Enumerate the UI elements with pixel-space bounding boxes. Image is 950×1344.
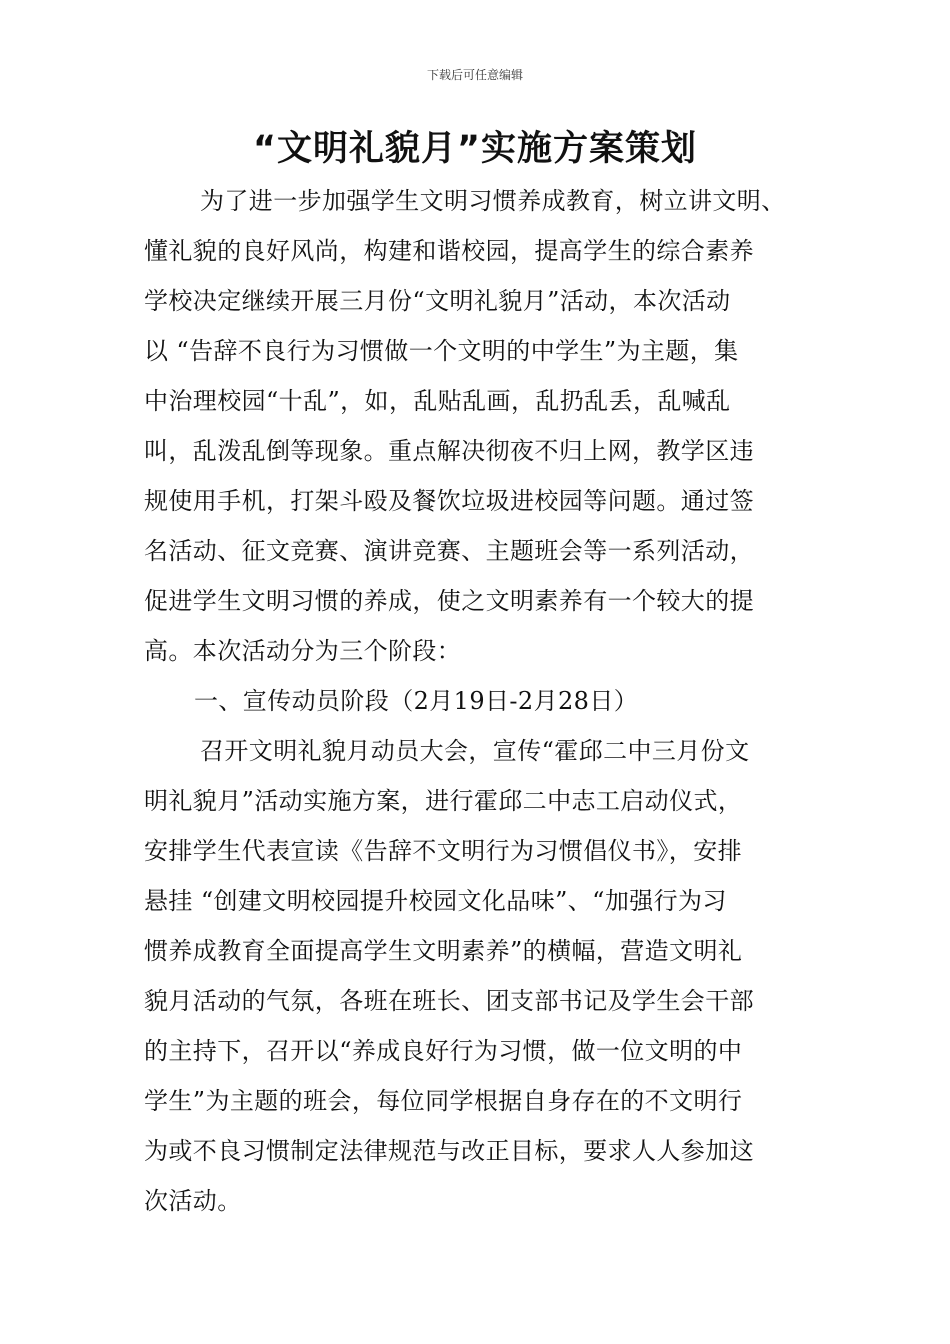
body-line: 促进学生文明习惯的养成，使之文明素养有一个较大的提 bbox=[144, 587, 754, 615]
header-note: 下载后可任意编辑 bbox=[426, 68, 523, 82]
body-line: 名活动、征文竞赛、演讲竞赛、主题班会等一系列活动， bbox=[144, 537, 754, 565]
body-line: 懂礼貌的良好风尚，构建和谐校园，提高学生的综合素养 bbox=[144, 237, 754, 265]
body-line: 安排学生代表宣读《告辞不文明行为习惯倡仪书》，安排 bbox=[144, 837, 742, 865]
body-line: 以 “告辞不良行为习惯做一个文明的中学生”为主题，集 bbox=[144, 337, 739, 365]
document-body bbox=[144, 176, 808, 1226]
body-line: 中治理校园“十乱”，如，乱贴乱画，乱扔乱丢，乱喊乱 bbox=[144, 387, 731, 415]
body-line: 貌月活动的气氛，各班在班长、团支部书记及学生会干部 bbox=[144, 987, 754, 1015]
body-line: 悬挂 “创建文明校园提升校园文化品味”、“加强行为习 bbox=[144, 887, 727, 915]
section-heading: 一、宣传动员阶段（2月19日-2月28日） bbox=[194, 687, 639, 715]
body-line: 学生”为主题的班会，每位同学根据自身存在的不文明行 bbox=[144, 1087, 743, 1115]
body-line: 高。本次活动分为三个阶段： bbox=[144, 637, 462, 665]
body-line: 规使用手机，打架斗殴及餐饮垃圾进校园等问题。通过签 bbox=[144, 487, 754, 515]
body-line: 叫，乱泼乱倒等现象。重点解决彻夜不归上网，教学区违 bbox=[144, 437, 754, 465]
body-line: 次活动。 bbox=[144, 1187, 242, 1215]
body-line: 惯养成教育全面提高学生文明素养”的横幅，营造文明礼 bbox=[144, 937, 743, 965]
body-line: 为了进一步加强学生文明习惯养成教育，树立讲文明、 bbox=[200, 187, 786, 215]
body-line: 明礼貌月”活动实施方案，进行霍邱二中志工启动仪式， bbox=[144, 787, 743, 815]
body-line: 的主持下，召开以“养成良好行为习惯，做一位文明的中 bbox=[144, 1037, 743, 1065]
body-line: 召开文明礼貌月动员大会，宣传“霍邱二中三月份文 bbox=[200, 737, 750, 765]
body-line: 为或不良习惯制定法律规范与改正目标，要求人人参加这 bbox=[144, 1137, 754, 1165]
document-title: “文明礼貌月”实施方案策划 bbox=[252, 129, 697, 169]
body-line: 学校决定继续开展三月份“文明礼貌月”活动，本次活动 bbox=[144, 287, 731, 315]
